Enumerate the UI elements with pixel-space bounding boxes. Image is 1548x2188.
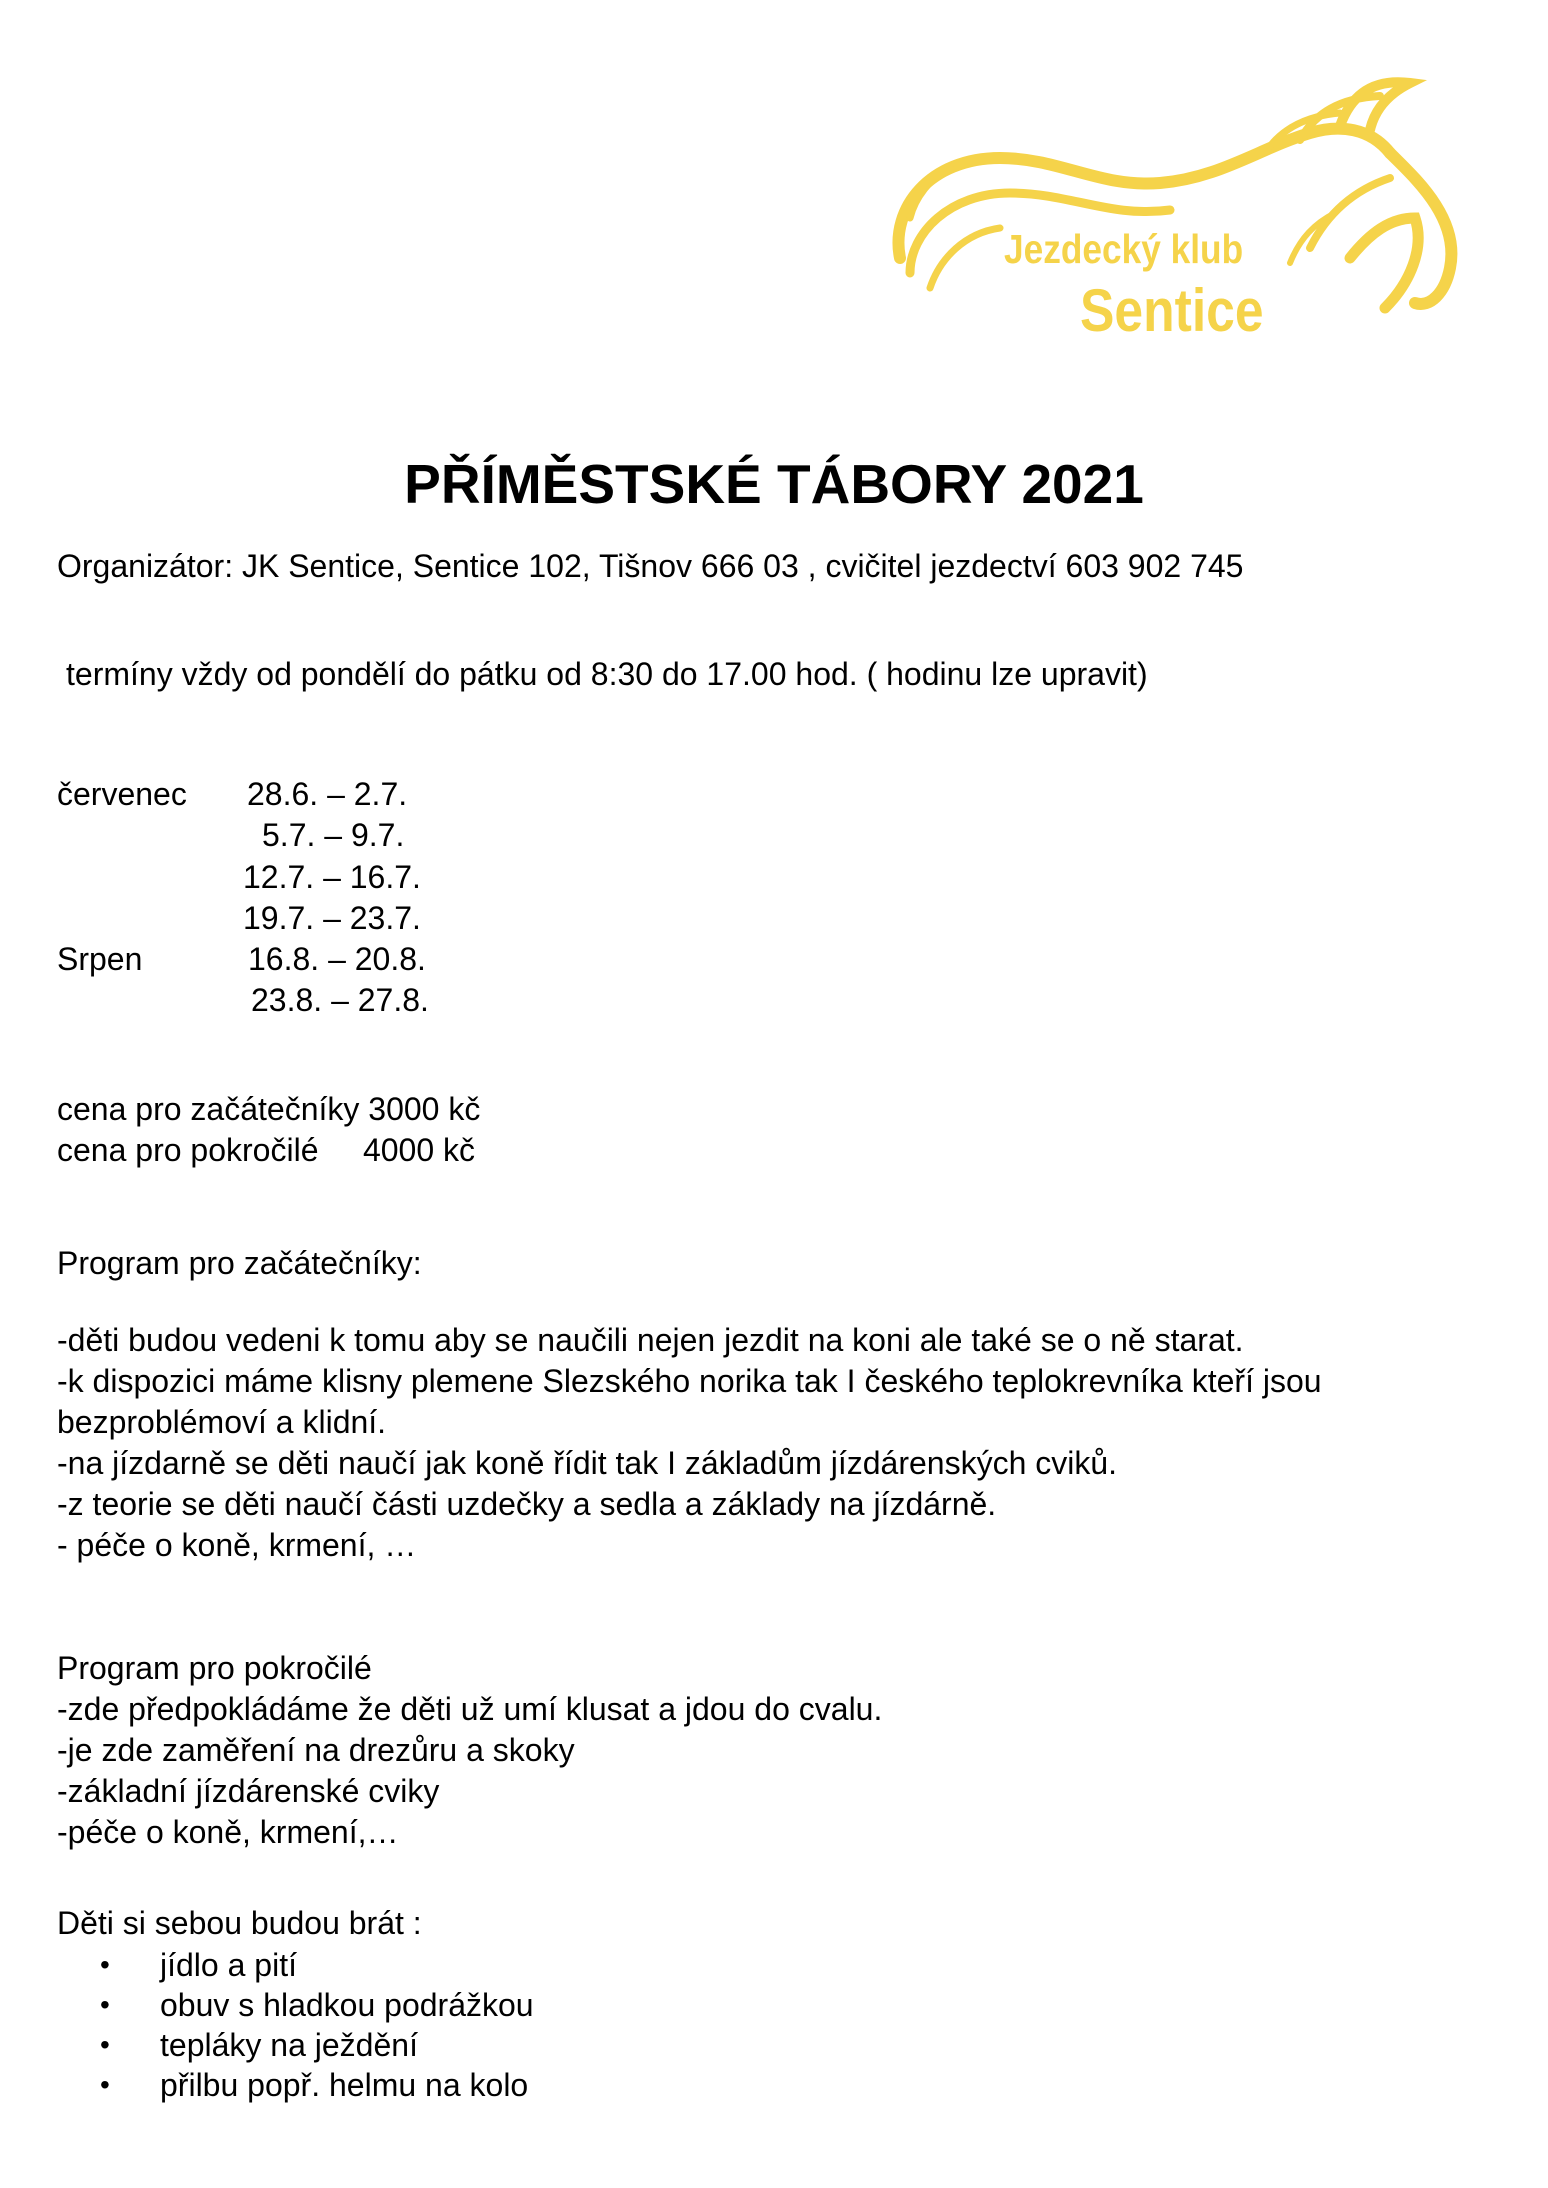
terms-line: termíny vždy od pondělí do pátku od 8:30 do 17.00 hod. ( hodinu lze upravit) [66, 656, 1148, 692]
advanced-program-line: -zde předpokládáme že děti už umí klusat a jdou do cvalu. [57, 1691, 883, 1727]
bullet-icon: • [100, 1949, 110, 1980]
advanced-program-heading: Program pro pokročilé [57, 1650, 372, 1686]
beginner-program-line: -děti budou vedeni k tomu aby se naučili nejen jezdit na koni ale také se o ně starat. [57, 1322, 1244, 1358]
list-item [100, 1945, 534, 1985]
bring-list [100, 1945, 534, 2105]
bullet-icon: • [100, 2069, 110, 2100]
beginner-program-heading: Program pro začátečníky: [57, 1245, 422, 1281]
advanced-program-line: -péče o koně, krmení,… [57, 1814, 399, 1850]
price-advanced: cena pro pokročilé 4000 kč [57, 1132, 476, 1168]
bullet-icon: • [100, 2029, 110, 2060]
organizer-line: Organizátor: JK Sentice, Sentice 102, Tišnov 666 03 , cvičitel jezdectví 603 902 745 [57, 548, 1244, 584]
bring-heading: Děti si sebou budou brát : [57, 1905, 422, 1941]
price-beginner: cena pro začátečníky 3000 kč [57, 1091, 481, 1127]
list-item-label: obuv s hladkou podrážkou [160, 1987, 534, 2023]
advanced-program-line: -je zde zaměření na drezůru a skoky [57, 1732, 575, 1768]
beginner-program-line: -k dispozici máme klisny plemene Slezského norika tak I českého teplokrevníka kteří jsou [57, 1363, 1322, 1399]
club-logo [870, 58, 1470, 358]
month-july: červenec [57, 776, 187, 812]
beginner-program-line: - péče o koně, krmení, … [57, 1527, 417, 1563]
date-range: 16.8. – 20.8. [248, 941, 426, 977]
date-range: 28.6. – 2.7. [247, 776, 408, 812]
list-item-label: jídlo a pití [160, 1947, 297, 1983]
beginner-program-line: -na jízdarně se děti naučí jak koně řídit tak I základům jízdárenských cviků. [57, 1445, 1118, 1481]
list-item-label: přilbu popř. helmu na kolo [160, 2067, 529, 2103]
list-item [100, 2065, 534, 2105]
date-range: 5.7. – 9.7. [262, 817, 405, 853]
page-title: PŘÍMĚSTSKÉ TÁBORY 2021 [404, 453, 1144, 515]
beginner-program-line: -z teorie se děti naučí části uzdečky a sedla a základy na jízdárně. [57, 1486, 997, 1522]
logo-text-line2: Sentice [1080, 277, 1264, 344]
date-range: 23.8. – 27.8. [251, 982, 429, 1018]
advanced-program-line: -základní jízdárenské cviky [57, 1773, 440, 1809]
beginner-program-line: bezproblémoví a klidní. [57, 1404, 387, 1440]
month-august: Srpen [57, 941, 143, 977]
logo-text-line1: Jezdecký klub [1004, 226, 1244, 272]
list-item-label: tepláky na ježdění [160, 2027, 418, 2063]
bullet-icon: • [100, 1989, 110, 2020]
date-range: 12.7. – 16.7. [243, 859, 421, 895]
list-item [100, 1985, 534, 2025]
date-range: 19.7. – 23.7. [243, 900, 421, 936]
list-item [100, 2025, 534, 2065]
